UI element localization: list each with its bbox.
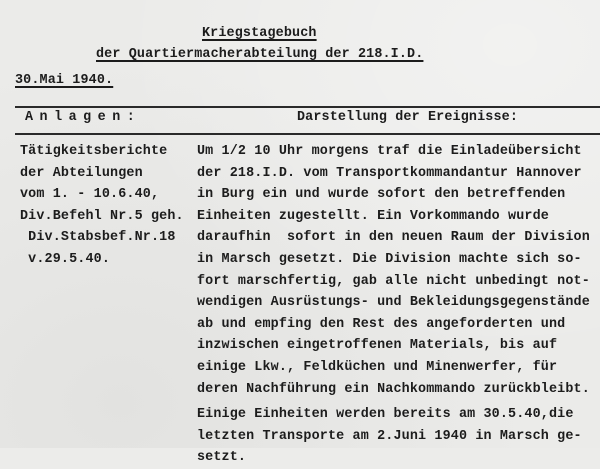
event-line: deren Nachführung ein Nachkommando zurückbleibt. [197,381,590,397]
attachment-line: der Abteilungen [20,165,143,181]
header-attachments: Anlagen: [25,110,142,125]
events-paragraph-2 [197,404,590,469]
document-subtitle: der Quartiermacherabteilung der 218.I.D. [96,47,424,62]
event-line: in Marsch gesetzt. Die Division machte sich so- [197,251,582,267]
table-header-rule [15,133,600,135]
event-line: einige Lkw., Feldküchen und Minenwerfer, für [197,359,558,375]
event-line: Um 1/2 10 Uhr morgens traf die Einladeübersicht [197,144,582,159]
event-line: der 218.I.D. vom Transportkommandantur Hannover [197,165,582,181]
event-line: inzwischen eingetroffenen Materials, bis auf [197,338,558,354]
table-top-rule [15,106,600,108]
document-title: Kriegstagebuch [202,26,317,41]
events-paragraph-1 [197,141,590,400]
attachments-column [20,141,184,271]
attachment-line: vom 1. - 10.6.40, [20,187,160,203]
events-column [197,141,590,469]
event-line: ab und empfing den Rest des angeforderten und [197,316,566,332]
event-line: letzten Transporte am 2.Juni 1940 in Marsch ge- [197,428,582,444]
event-line: daraufhin sofort in den neuen Raum der Division [197,230,590,246]
event-line: Einige Einheiten werden bereits am 30.5.40,die [197,407,574,423]
attachment-line: Tätigkeitsberichte [20,144,168,159]
attachment-line: v.29.5.40. [20,251,111,267]
attachment-line: Div.Stabsbef.Nr.18 [20,230,176,246]
event-line: Einheiten zugestellt. Ein Vorkommando wurde [197,208,549,224]
event-line: wendigen Ausrüstungs- und Bekleidungsgegenstände [197,295,590,311]
entry-date: 30.Mai 1940. [15,73,114,88]
event-line: fort marschfertig, gab alle nicht unbedingt not- [197,273,590,289]
attachment-line: Div.Befehl Nr.5 geh. [20,208,184,224]
event-line: in Burg ein und wurde sofort den betreffenden [197,187,566,203]
event-line: setzt. [197,450,247,466]
header-events: Darstellung der Ereignisse: [297,110,519,125]
